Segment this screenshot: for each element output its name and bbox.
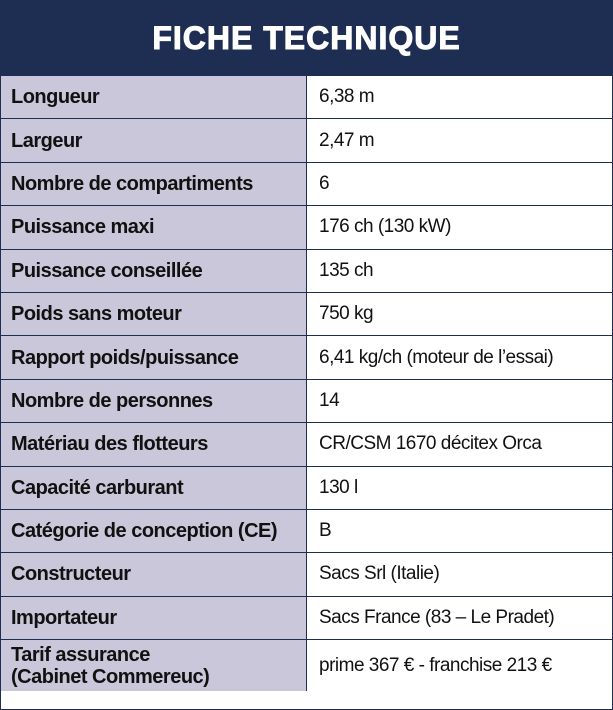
row-value: 6 <box>307 163 612 205</box>
row-label-stack <box>11 644 209 688</box>
sheet-title: FICHE TECHNIQUE <box>152 19 461 56</box>
row-value: 130 l <box>307 467 612 509</box>
table-row <box>1 422 612 465</box>
row-value: 750 kg <box>307 293 612 335</box>
row-value: 176 ch (130 kW) <box>307 206 612 248</box>
row-value: 135 ch <box>307 250 612 292</box>
row-label: Nombre de personnes <box>1 380 307 422</box>
row-label <box>1 640 307 691</box>
row-label: Rapport poids/puissance <box>1 336 307 378</box>
row-label: Constructeur <box>1 553 307 595</box>
row-label: Puissance maxi <box>1 206 307 248</box>
row-value: CR/CSM 1670 décitex Orca <box>307 423 612 465</box>
table-row <box>1 639 612 691</box>
table-row <box>1 466 612 509</box>
row-value: B <box>307 510 612 552</box>
row-value: 6,41 kg/ch (moteur de l’essai) <box>307 336 612 378</box>
row-label-line-1: Tarif assurance <box>11 643 150 666</box>
row-label: Nombre de compartiments <box>1 163 307 205</box>
table-row <box>1 596 612 639</box>
table-row <box>1 205 612 248</box>
table-row <box>1 162 612 205</box>
spec-table <box>1 75 612 691</box>
row-label: Importateur <box>1 597 307 639</box>
row-value: 6,38 m <box>307 76 612 118</box>
row-label: Capacité carburant <box>1 467 307 509</box>
row-label-line-2: (Cabinet Commereuc) <box>11 665 210 688</box>
row-label: Matériau des flotteurs <box>1 423 307 465</box>
row-value: Sacs Srl (Italie) <box>307 553 612 595</box>
row-value: 14 <box>307 380 612 422</box>
row-value: Sacs France (83 – Le Pradet) <box>307 597 612 639</box>
row-value: 2,47 m <box>307 119 612 161</box>
row-value: prime 367 € - franchise 213 € <box>307 640 612 691</box>
table-row <box>1 552 612 595</box>
table-row <box>1 509 612 552</box>
row-label: Longueur <box>1 76 307 118</box>
row-label: Puissance conseillée <box>1 250 307 292</box>
table-row <box>1 75 612 118</box>
row-label: Poids sans moteur <box>1 293 307 335</box>
row-label: Catégorie de conception (CE) <box>1 510 307 552</box>
table-row <box>1 292 612 335</box>
table-row <box>1 249 612 292</box>
row-label: Largeur <box>1 119 307 161</box>
table-row <box>1 335 612 378</box>
table-row <box>1 379 612 422</box>
table-row <box>1 118 612 161</box>
sheet-header <box>1 1 612 75</box>
